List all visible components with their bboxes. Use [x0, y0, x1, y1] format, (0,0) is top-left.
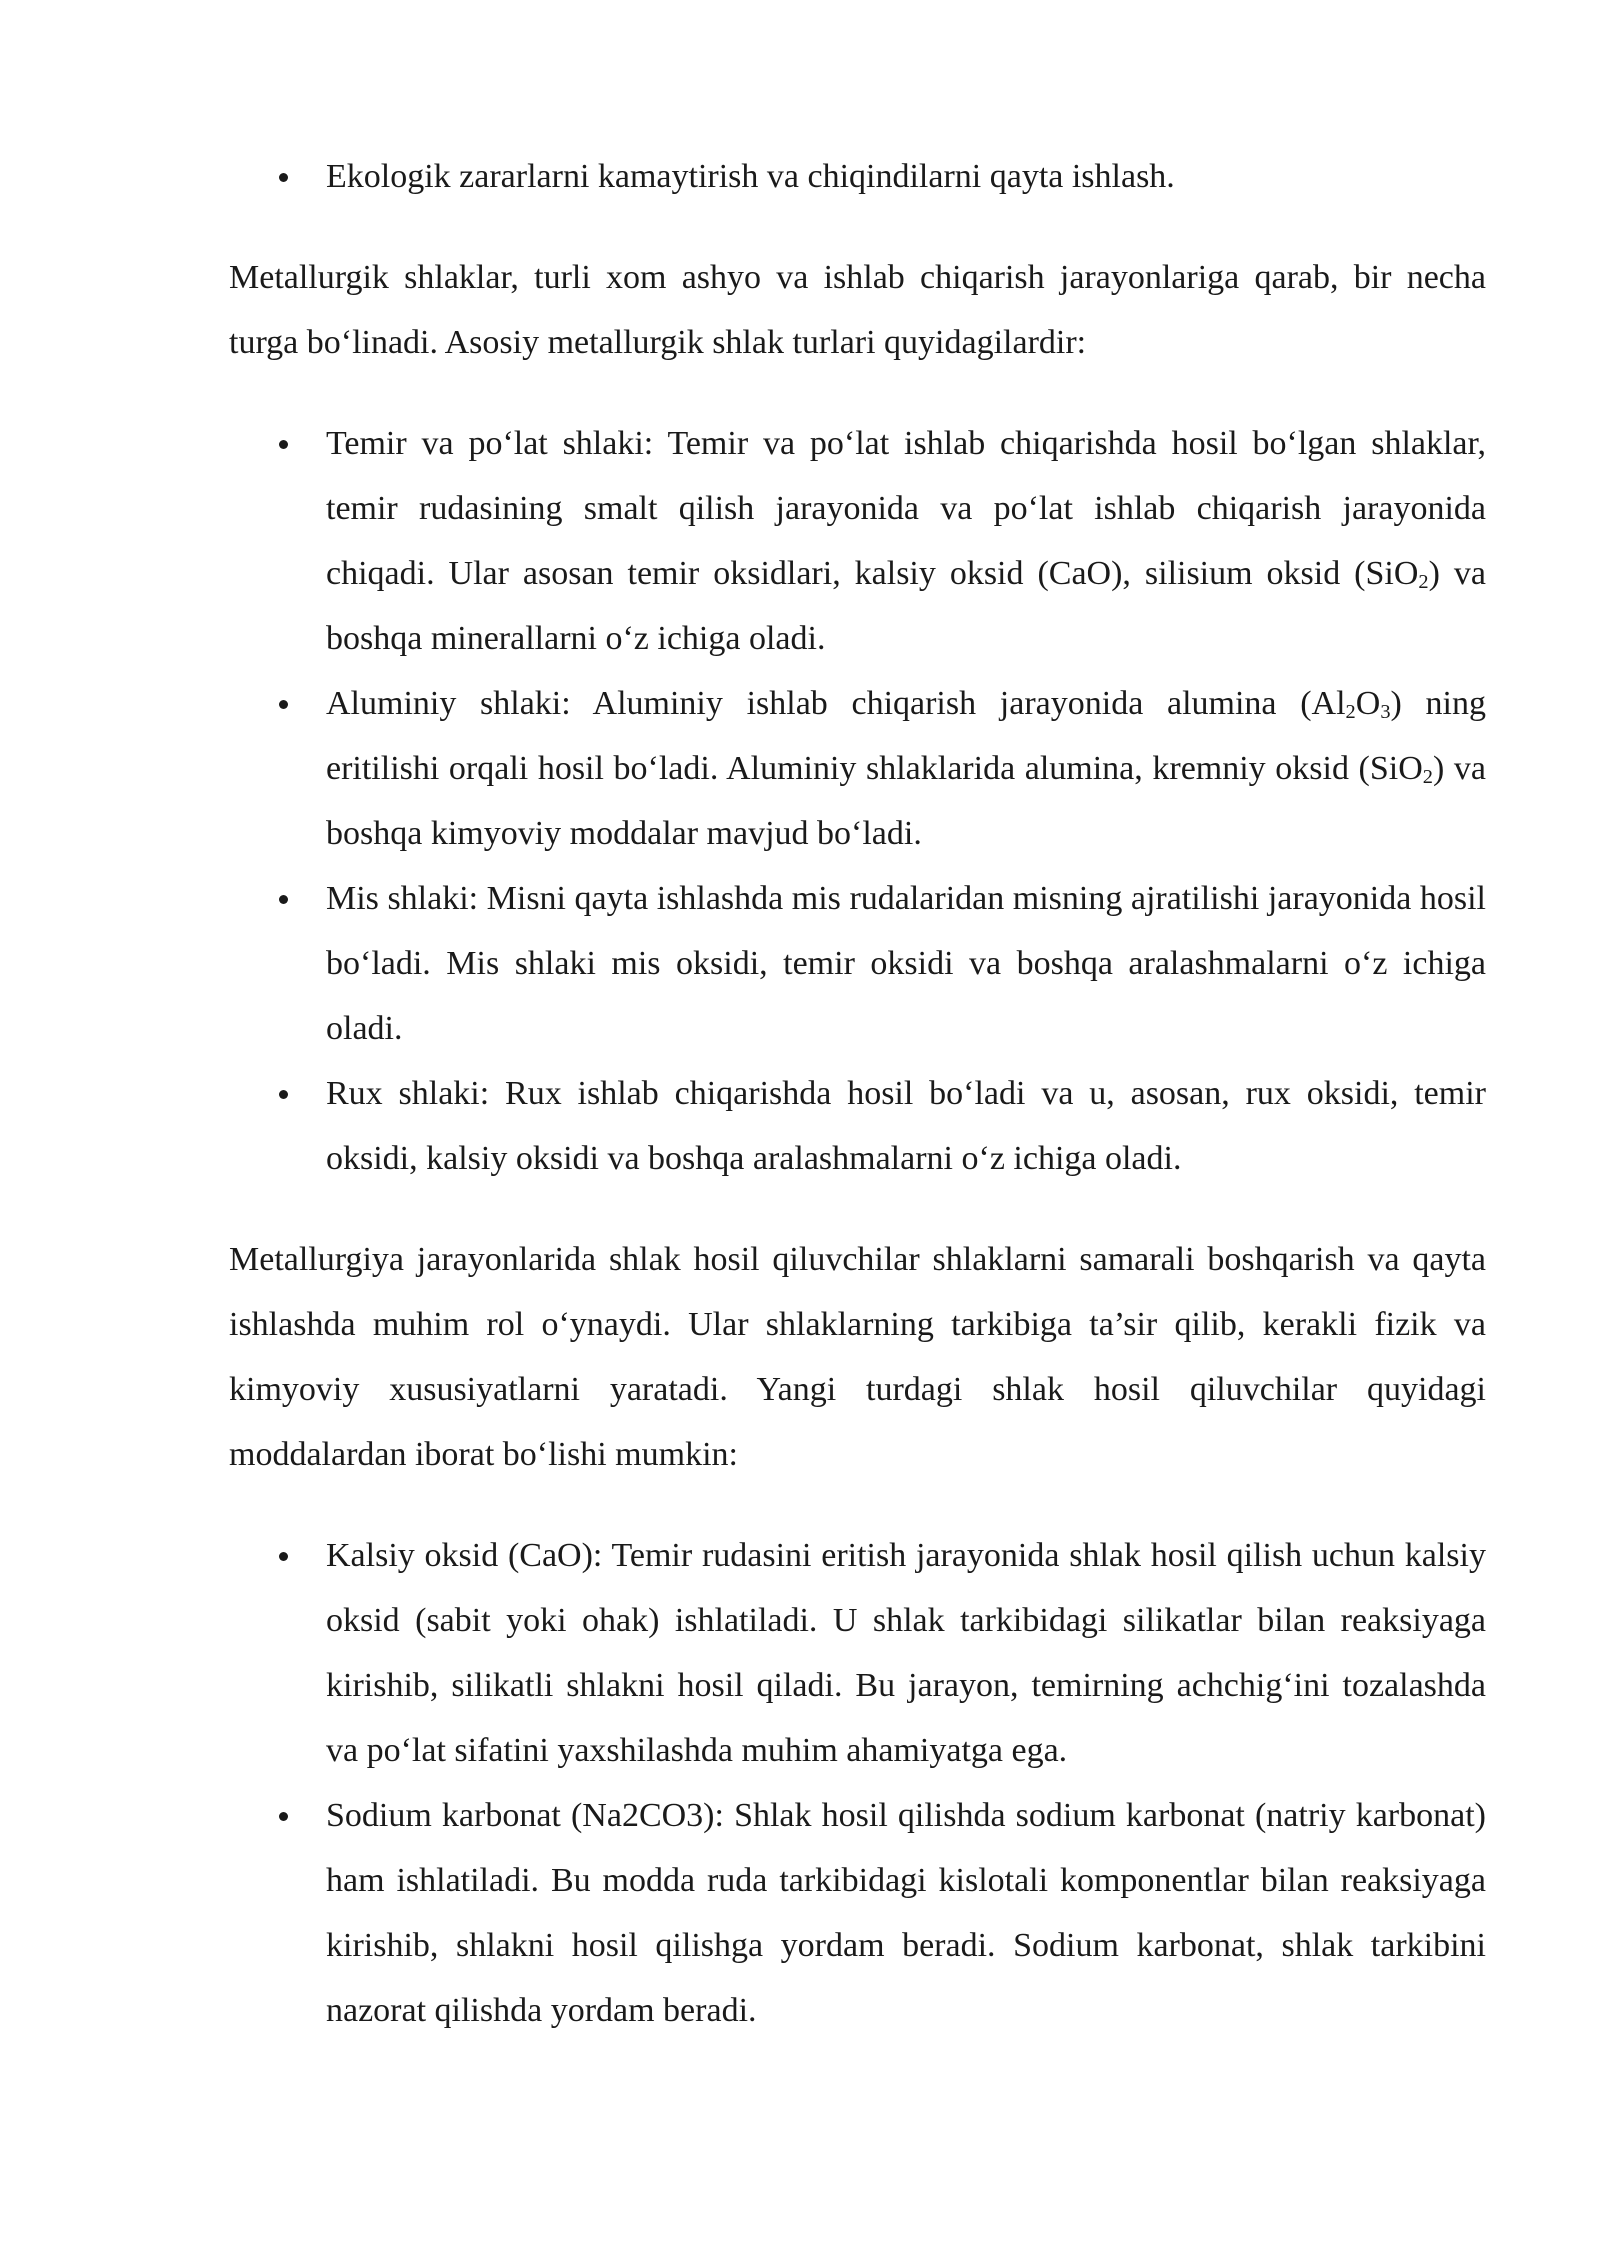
text-segment: O: [1355, 685, 1381, 722]
subscript: 3: [1380, 701, 1391, 724]
subscript: 2: [1345, 701, 1356, 724]
bullet-icon: [279, 1812, 288, 1821]
slag-formers-list: [229, 1523, 1486, 2043]
bullet-icon: [279, 895, 288, 904]
list-item-sodium-carbonate: [229, 1783, 1486, 2043]
text-segment: ) va boshqa kimyoviy moddalar mavjud bo‘ladi.: [326, 750, 1486, 852]
list-item-text: Kalsiy oksid (CaO): Temir rudasini eritish jarayonida shlak hosil qilish uchun kalsiy oksid (sabit yoki ohak) ishlatiladi. U shlak tarkibidagi silikatlar bilan reaksiyaga kirishib, silikatli shlakni hosil qiladi. Bu jarayon, temirning achchig‘ini tozalashda va po‘lat sifatini yaxshilashda muhim ahamiyatga ega.: [326, 1537, 1486, 1769]
text-segment: Aluminiy shlaki: Aluminiy ishlab chiqarish jarayonida alumina (Al: [326, 685, 1346, 722]
list-item-aluminium-slag: [229, 671, 1486, 866]
list-item-copper-slag: [229, 866, 1486, 1061]
list-item-zinc-slag: [229, 1061, 1486, 1191]
subscript: 2: [1422, 766, 1433, 789]
list-item-text: Ekologik zararlarni kamaytirish va chiqindilarni qayta ishlash.: [326, 158, 1175, 195]
list-item-calcium-oxide: [229, 1523, 1486, 1783]
bullet-icon: [279, 1552, 288, 1561]
list-item-iron-steel-slag: [229, 411, 1486, 671]
benefits-list: [229, 144, 1486, 209]
subscript: 2: [1418, 571, 1429, 594]
bullet-icon: [279, 700, 288, 709]
text-segment: ) ning eritilishi orqali hosil bo‘ladi. Aluminiy shlaklarida alumina, kremniy oksid (SiO: [326, 685, 1486, 787]
paragraph-slag-formers-intro: Metallurgiya jarayonlarida shlak hosil qiluvchilar shlaklarni samarali boshqarish va qayta ishlashda muhim rol o‘ynaydi. Ular shlaklarning tarkibiga ta’sir qilib, kerakli fizik va kimyoviy xususiyatlarni yaratadi. Yangi turdagi shlak hosil qiluvchilar quyidagi moddalardan iborat bo‘lishi mumkin:: [229, 1241, 1486, 1473]
paragraph-slag-types-intro: Metallurgik shlaklar, turli xom ashyo va ishlab chiqarish jarayonlariga qarab, bir necha turga bo‘linadi. Asosiy metallurgik shlak turlari quyidagilardir:: [229, 259, 1486, 361]
list-item-text: Rux shlaki: Rux ishlab chiqarishda hosil bo‘ladi va u, asosan, rux oksidi, temir oksidi, kalsiy oksidi va boshqa aralashmalarni o‘z ichiga oladi.: [326, 1075, 1486, 1177]
text-segment: ) va boshqa minerallarni o‘z ichiga oladi.: [326, 555, 1486, 657]
list-item-text: Sodium karbonat (Na2CO3): Shlak hosil qilishda sodium karbonat (natriy karbonat) ham ishlatiladi. Bu modda ruda tarkibidagi kislotali komponentlar bilan reaksiyaga kirishib, shlakni hosil qilishga yordam beradi. Sodium karbonat, shlak tarkibini nazorat qilishda yordam beradi.: [326, 1797, 1486, 2029]
list-item-text: Mis shlaki: Misni qayta ishlashda mis rudalaridan misning ajratilishi jarayonida hosil bo‘ladi. Mis shlaki mis oksidi, temir oksidi va boshqa aralashmalarni o‘z ichiga oladi.: [326, 880, 1486, 1047]
page-content: [229, 144, 1486, 2043]
list-item: [229, 144, 1486, 209]
bullet-icon: [279, 1090, 288, 1099]
bullet-icon: [279, 440, 288, 449]
text-segment: Temir va po‘lat shlaki: Temir va po‘lat ishlab chiqarishda hosil bo‘lgan shlaklar, temir rudasining smalt qilish jarayonida va po‘lat ishlab chiqarish jarayonida chiqadi. Ular asosan temir oksidlari, kalsiy oksid (CaO), silisium oksid (SiO: [326, 425, 1486, 592]
bullet-icon: [279, 173, 288, 182]
slag-types-list: [229, 411, 1486, 1191]
